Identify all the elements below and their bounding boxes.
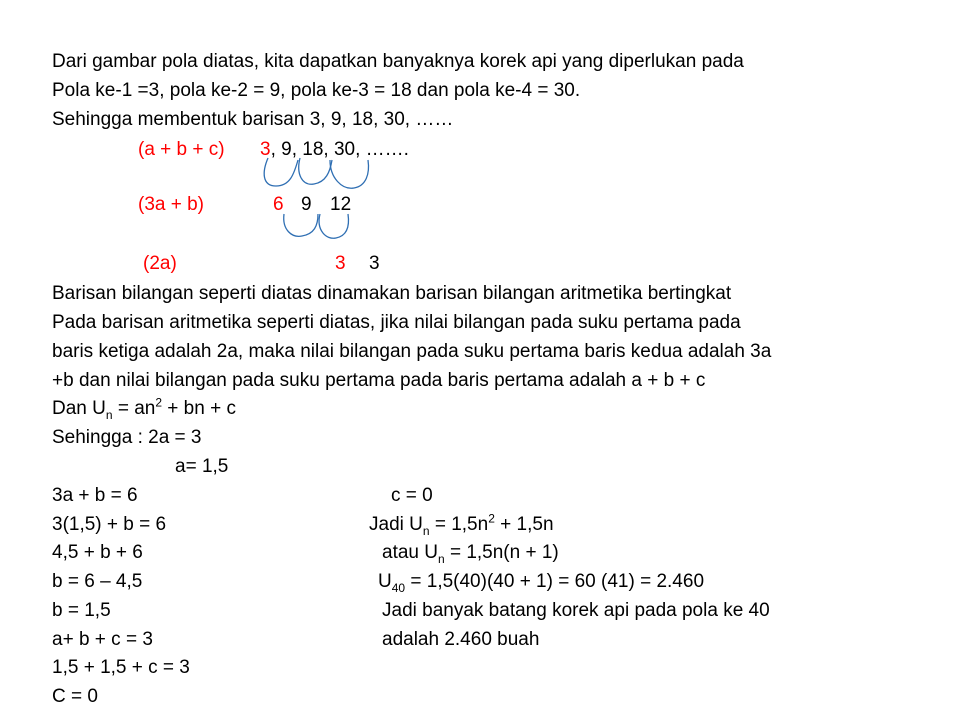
arc-row2-b [319,214,348,238]
row2-label: (3a + b) [138,194,205,215]
jadi-prefix: Jadi U [369,514,423,535]
row3-first-term: 3 [335,253,346,274]
general-formula [52,397,236,421]
row1-rest-terms: , 9, 18, 30, ……. [270,139,409,160]
u40-subscript: 40 [391,580,406,595]
jadi-suffix: + 1,5n [494,514,554,535]
right-c-value: c = 0 [391,485,433,506]
right-u40-computation [378,570,704,594]
right-atau-formula [382,541,559,565]
intro-line-1: Dari gambar pola diatas, kita dapatkan banyaknya korek api yang diperlukan pada [52,51,744,72]
arc-row2-a [284,214,318,236]
intro-line-3: Sehingga membentuk barisan 3, 9, 18, 30, …… [52,109,454,130]
right-conclusion-2: adalah 2.460 buah [382,629,540,650]
atau-subscript: n [437,551,445,566]
step-simplify: 4,5 + b + 6 [52,542,143,563]
row2-first-term: 6 [273,194,284,215]
row1-label: (a + b + c) [138,139,225,160]
explanation-line-3: baris ketiga adalah 2a, maka nilai bilangan pada suku pertama baris kedua adalah 3a [52,341,772,362]
arc-row1-a [264,158,298,186]
step-2a: Sehingga : 2a = 3 [52,427,202,448]
row3-term-2: 3 [369,253,380,274]
explanation-line-1: Barisan bilangan seperti diatas dinamakan barisan bilangan aritmetika bertingkat [52,283,732,304]
explanation-line-2: Pada barisan aritmetika seperti diatas, jika nilai bilangan pada suku pertama pada [52,312,741,333]
explanation-line-4: +b dan nilai bilangan pada suku pertama pada baris pertama adalah a + b + c [52,370,706,391]
u40-suffix: = 1,5(40)(40 + 1) = 60 (41) = 2.460 [405,571,705,592]
formula-subscript: n [105,407,113,422]
row3-label: (2a) [143,253,177,274]
row2-term-2: 9 [301,194,312,215]
step-substitute-ab: 1,5 + 1,5 + c = 3 [52,657,190,678]
jadi-superscript: 2 [488,511,495,526]
right-jadi-formula [369,513,554,537]
row1-first-term: 3 [260,139,271,160]
row1-values [260,138,409,162]
step-c-value: C = 0 [52,686,98,707]
step-a-value: a= 1,5 [175,456,229,477]
step-substitute-a: 3(1,5) + b = 6 [52,514,167,535]
formula-middle: = an [112,398,156,419]
u40-prefix: U [378,571,392,592]
intro-line-2: Pola ke-1 =3, pola ke-2 = 9, pola ke-3 = 18 dan pola ke-4 = 30. [52,80,581,101]
step-abc: a+ b + c = 3 [52,629,153,650]
right-conclusion-1: Jadi banyak batang korek api pada pola ke 40 [382,600,770,621]
row2-term-3: 12 [330,194,352,215]
formula-suffix: + bn + c [162,398,236,419]
formula-prefix: Dan U [52,398,106,419]
atau-prefix: atau U [382,542,438,563]
jadi-middle: = 1,5n [429,514,489,535]
step-b-expression: b = 6 – 4,5 [52,571,143,592]
formula-superscript: 2 [155,395,163,410]
step-3a-b: 3a + b = 6 [52,485,138,506]
jadi-subscript: n [422,523,430,538]
atau-suffix: = 1,5n(n + 1) [444,542,559,563]
arc-row1-c [330,160,368,188]
step-b-value: b = 1,5 [52,600,111,621]
